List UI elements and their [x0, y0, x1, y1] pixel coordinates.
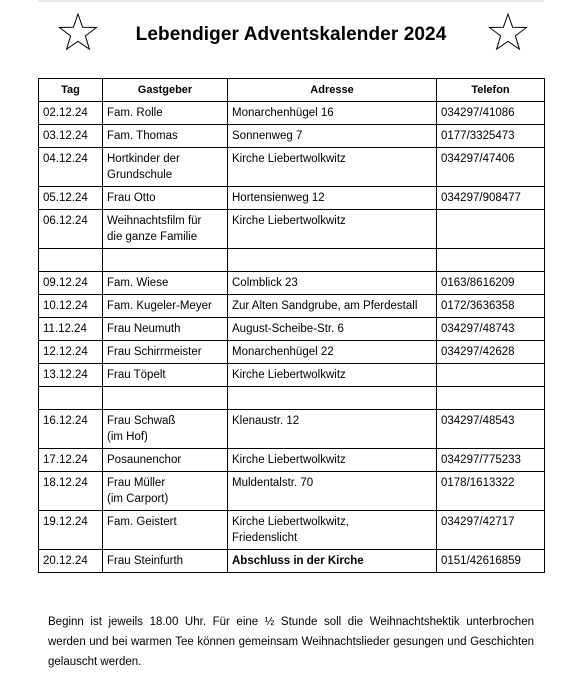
- cell-date: 12.12.24: [39, 341, 103, 364]
- cell-address: Kirche Liebertwolkwitz: [228, 148, 437, 187]
- column-header-gastgeber: Gastgeber: [103, 79, 228, 102]
- cell-phone: 034297/42628: [437, 341, 545, 364]
- table-row: [39, 272, 545, 295]
- cell-date: 16.12.24: [39, 410, 103, 449]
- cell-host: Frau Müller (im Carport): [103, 472, 228, 511]
- cell-date: 13.12.24: [39, 364, 103, 387]
- cell-address: Hortensienweg 12: [228, 187, 437, 210]
- cell-address: Kirche Liebertwolkwitz: [228, 210, 437, 249]
- table-row: [39, 249, 545, 272]
- header: [0, 8, 582, 64]
- cell-phone: [437, 364, 545, 387]
- cell-host: Frau Töpelt: [103, 364, 228, 387]
- footer-note: Beginn ist jeweils 18.00 Uhr. Für eine ½ Stunde soll die Weihnachtshektik unterbrochen werden und bei warmen Tee können gemeinsam Weihnachtslieder gesungen und Geschichten gelauscht werden.: [48, 616, 534, 668]
- column-header-telefon: Telefon: [437, 79, 545, 102]
- cell-address: Colmblick 23: [228, 272, 437, 295]
- cell-date: 09.12.24: [39, 272, 103, 295]
- table-row: [39, 472, 545, 511]
- table-header-row: [39, 79, 545, 102]
- cell-date: 17.12.24: [39, 449, 103, 472]
- cell-phone: 0178/1613322: [437, 472, 545, 511]
- cell-date: [39, 249, 103, 272]
- cell-address: Kirche Liebertwolkwitz: [228, 364, 437, 387]
- table-row: [39, 550, 545, 573]
- cell-host: Fam. Kugeler-Meyer: [103, 295, 228, 318]
- cell-phone: 0163/8616209: [437, 272, 545, 295]
- cell-host: Hortkinder der Grundschule: [103, 148, 228, 187]
- table-row: [39, 295, 545, 318]
- advent-calendar-table: [38, 78, 545, 573]
- cell-host: Fam. Geistert: [103, 511, 228, 550]
- cell-phone: 0177/3325473: [437, 125, 545, 148]
- cell-address: Klenaustr. 12: [228, 410, 437, 449]
- table-row: [39, 410, 545, 449]
- cell-phone: [437, 387, 545, 410]
- cell-date: 10.12.24: [39, 295, 103, 318]
- cell-host: Fam. Rolle: [103, 102, 228, 125]
- table-row: [39, 364, 545, 387]
- cell-date: 04.12.24: [39, 148, 103, 187]
- table-row: [39, 449, 545, 472]
- cell-address: [228, 249, 437, 272]
- cell-phone: 034297/42717: [437, 511, 545, 550]
- cell-phone: [437, 210, 545, 249]
- top-divider: [38, 0, 544, 2]
- cell-host: Posaunenchor: [103, 449, 228, 472]
- cell-phone: [437, 249, 545, 272]
- star-outline-icon: [488, 12, 528, 52]
- cell-phone: 0151/42616859: [437, 550, 545, 573]
- cell-address: Muldentalstr. 70: [228, 472, 437, 511]
- cell-phone: 034297/47406: [437, 148, 545, 187]
- cell-host: [103, 249, 228, 272]
- table-row: [39, 511, 545, 550]
- table-row: [39, 318, 545, 341]
- cell-host: Weihnachtsfilm für die ganze Familie: [103, 210, 228, 249]
- column-header-tag: Tag: [39, 79, 103, 102]
- cell-address: Abschluss in der Kirche: [228, 550, 437, 573]
- cell-date: 19.12.24: [39, 511, 103, 550]
- cell-host: Frau Schwaß (im Hof): [103, 410, 228, 449]
- cell-phone: 034297/908477: [437, 187, 545, 210]
- cell-address: [228, 387, 437, 410]
- cell-phone: 034297/775233: [437, 449, 545, 472]
- table-row: [39, 210, 545, 249]
- cell-date: 02.12.24: [39, 102, 103, 125]
- cell-phone: 0172/3636358: [437, 295, 545, 318]
- cell-address: August-Scheibe-Str. 6: [228, 318, 437, 341]
- cell-phone: 034297/48743: [437, 318, 545, 341]
- cell-phone: 034297/41086: [437, 102, 545, 125]
- cell-address: Monarchenhügel 16: [228, 102, 437, 125]
- cell-address: Monarchenhügel 22: [228, 341, 437, 364]
- table-row: [39, 102, 545, 125]
- cell-date: 11.12.24: [39, 318, 103, 341]
- page-title: Lebendiger Adventskalender 2024: [135, 24, 447, 45]
- cell-date: 06.12.24: [39, 210, 103, 249]
- table-row: [39, 148, 545, 187]
- cell-host: Fam. Wiese: [103, 272, 228, 295]
- cell-host: Frau Steinfurth: [103, 550, 228, 573]
- cell-host: Frau Otto: [103, 187, 228, 210]
- table-row: [39, 187, 545, 210]
- table-body: [39, 102, 545, 573]
- cell-host: Fam. Thomas: [103, 125, 228, 148]
- cell-address: Zur Alten Sandgrube, am Pferdestall: [228, 295, 437, 318]
- table-row: [39, 341, 545, 364]
- cell-phone: 034297/48543: [437, 410, 545, 449]
- cell-host: Frau Neumuth: [103, 318, 228, 341]
- cell-date: 20.12.24: [39, 550, 103, 573]
- table-row: [39, 387, 545, 410]
- cell-date: 05.12.24: [39, 187, 103, 210]
- cell-address: Sonnenweg 7: [228, 125, 437, 148]
- cell-date: 03.12.24: [39, 125, 103, 148]
- cell-date: 18.12.24: [39, 472, 103, 511]
- cell-address: Kirche Liebertwolkwitz, Friedenslicht: [228, 511, 437, 550]
- cell-address: Kirche Liebertwolkwitz: [228, 449, 437, 472]
- cell-host: [103, 387, 228, 410]
- cell-date: [39, 387, 103, 410]
- column-header-adresse: Adresse: [228, 79, 437, 102]
- table-row: [39, 125, 545, 148]
- cell-host: Frau Schirrmeister: [103, 341, 228, 364]
